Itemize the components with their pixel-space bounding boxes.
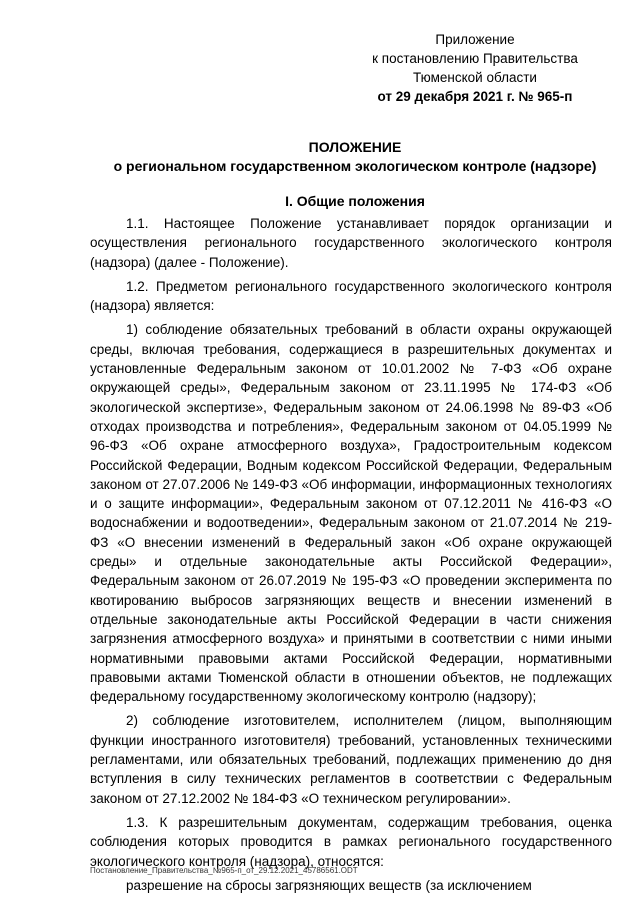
section-heading: I. Общие положения bbox=[285, 193, 425, 209]
paragraph-1-1: 1.1. Настоящее Положение устанавливает порядок организации и осуществления регионального государственного экологического контроля (надзора) (далее - Положение). bbox=[90, 216, 612, 270]
paragraph-1-3: 1.3. К разрешительным документам, содержащим требования, оценка соблюдения которых проводится в рамках регионального государственного экологического контроля (надзора), относятся: bbox=[90, 814, 612, 869]
appendix-block bbox=[340, 30, 610, 106]
paragraph-permit: разрешение на сбросы загрязняющих веществ (за исключением bbox=[126, 877, 532, 893]
paragraph-item-2: 2) соблюдение изготовителем, исполнителем (лицом, выполняющим функции иностранного изготовителя) требований, установленных техническими регламентами, или обязательных требований, подлежащих применению до дня вступления в силу технических регламентов в соответствии с Федеральным законом от 27.12.2002 № 184-ФЗ «О техническом регулировании». bbox=[90, 713, 612, 806]
document-title bbox=[90, 138, 620, 176]
title-subtitle: о региональном государственном экологическом контроле (надзоре) bbox=[113, 158, 597, 174]
appendix-line: к постановлению Правительства bbox=[372, 51, 578, 66]
title-main: ПОЛОЖЕНИЕ bbox=[308, 139, 402, 155]
appendix-date: от 29 декабря 2021 г. № 965-п bbox=[377, 89, 573, 104]
appendix-title: Приложение bbox=[435, 32, 515, 47]
appendix-line: Тюменской области bbox=[413, 70, 537, 85]
paragraph-item-1: 1) соблюдение обязательных требований в области охраны окружающей среды, включая требования, содержащиеся в разрешительных документах и установленные Федеральным законом от 10.01.2002 № 7-ФЗ «Об охране окружающей среды», Федеральным законом от 23.11.1995 № 174-ФЗ «Об экологической экспертизе», Федеральным законом от 24.06.1998 № 89-ФЗ «Об отходах производства и потребления», Федеральным законом от 04.05.1999 № 96-ФЗ «Об охране атмосферного воздуха», Градостроительным кодексом Российской Федерации, Водным кодексом Российской Федерации, Федеральным законом от 27.07.2006 № 149-ФЗ «Об информации, информационных технологиях и о защите информации», Федеральным законом от 07.12.2011 № 416-ФЗ «О водоснабжении и водоотведении», Федеральным законом от 21.07.2014 № 219-ФЗ «О внесении изменений в Федеральный закон «Об охране окружающей среды» и отдельные законодательные акты Российской Федерации», Федеральным законом от 26.07.2019 № 195-ФЗ «О проведении эксперимента по квотированию выбросов загрязняющих веществ и внесении изменений в отдельные законодательные акты Российской Федерации в части снижения загрязнения атмосферного воздуха» и принятыми в соответствии с ними иными нормативными правовыми актами Российской Федерации, нормативными правовыми актами Тюменской области в отношении объектов, не подлежащих федеральному государственному экологическому контролю (надзору); bbox=[90, 322, 612, 705]
document-body bbox=[90, 214, 612, 900]
footer-filename: Постановление_Правительства_№965-п_от_29.12.2021_45786561.ODT bbox=[90, 866, 358, 875]
paragraph-1-2: 1.2. Предметом регионального государственного экологического контроля (надзора) является: bbox=[90, 278, 612, 314]
